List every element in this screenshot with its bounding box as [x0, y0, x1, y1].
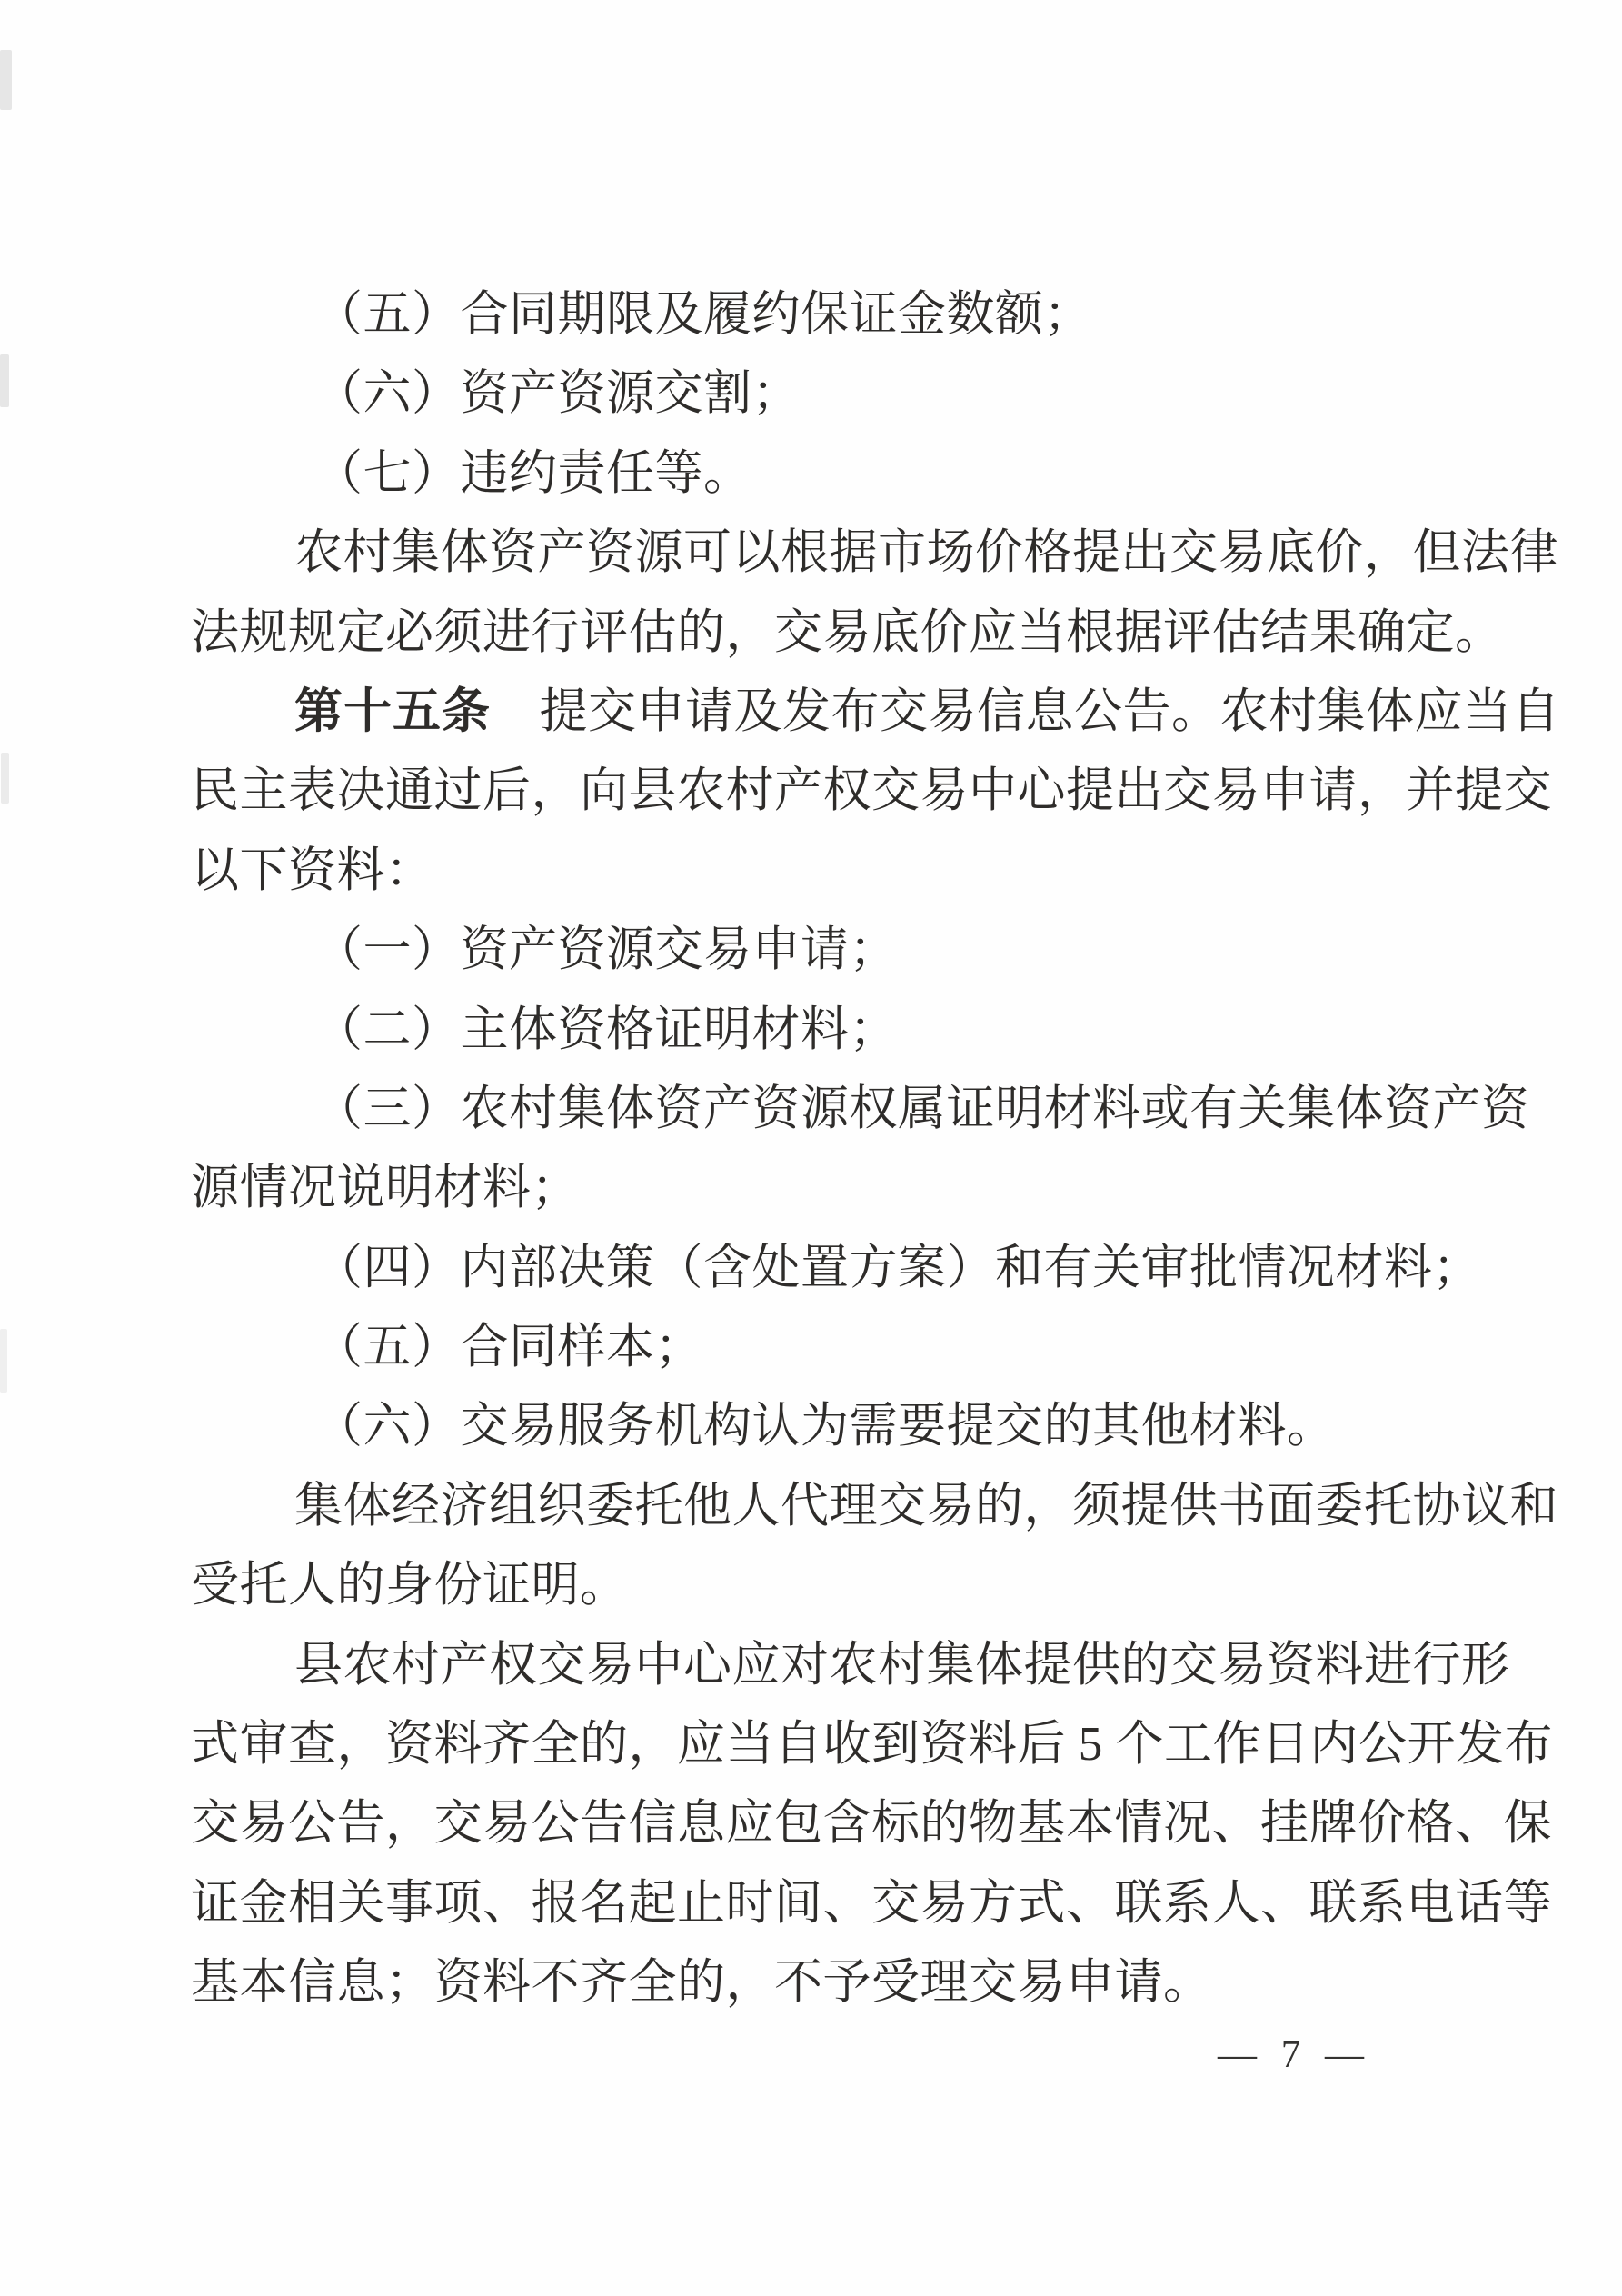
page-number: — 7 —: [1218, 2033, 1371, 2076]
scan-artifact: [1, 753, 9, 804]
text-line: 受托人的身份证明。: [191, 1559, 629, 1612]
text-line: （六）交易服务机构认为需要提交的其他材料。: [314, 1400, 1336, 1453]
article-number: 第十五条: [294, 684, 491, 738]
text-line: （三）农村集体资产资源权属证明材料或有关集体资产资: [314, 1082, 1530, 1135]
text-line: （二）主体资格证明材料；: [314, 1003, 898, 1056]
text-line: 基本信息；资料不齐全的，不予受理交易申请。: [191, 1956, 1212, 2010]
text-line: 交易公告，交易公告信息应包含标的物基本情况、挂牌价格、保: [191, 1797, 1552, 1851]
text-line: （四）内部决策（含处置方案）和有关审批情况材料；: [314, 1241, 1481, 1294]
text-line: （五）合同样本；: [314, 1321, 703, 1374]
text-line: 县农村产权交易中心应对农村集体提供的交易资料进行形: [294, 1638, 1510, 1692]
text-line: 农村集体资产资源可以根据市场价格提出交易底价，但法律: [294, 526, 1558, 580]
text-line: 源情况说明材料；: [191, 1162, 580, 1215]
text-line: 式审查，资料齐全的，应当自收到资料后 5 个工作日内公开发布: [191, 1718, 1553, 1772]
scan-artifact: [0, 354, 9, 407]
text-line: 法规规定必须进行评估的，交易底价应当根据评估结果确定。: [191, 605, 1504, 659]
text-line: （七）违约责任等。: [314, 446, 752, 500]
text-line: 民主表决通过后，向县农村产权交易中心提出交易申请，并提交: [191, 764, 1552, 818]
document-body: [191, 275, 1560, 2023]
text-line: 以下资料：: [191, 844, 434, 897]
scan-artifact: [0, 1329, 7, 1393]
text-line: 证金相关事项、报名起止时间、交易方式、联系人、联系电话等: [191, 1876, 1552, 1930]
text-line: （一）资产资源交易申请；: [314, 923, 898, 977]
text-line: （六）资产资源交割；: [314, 367, 801, 421]
text-line: 集体经济组织委托他人代理交易的，须提供书面委托协议和: [294, 1479, 1558, 1532]
text-line: 第十五条 提交申请及发布交易信息公告。农村集体应当自: [294, 684, 1560, 738]
scan-artifact: [0, 50, 12, 110]
text-line: （五）合同期限及履约保证金数额；: [314, 288, 1092, 341]
